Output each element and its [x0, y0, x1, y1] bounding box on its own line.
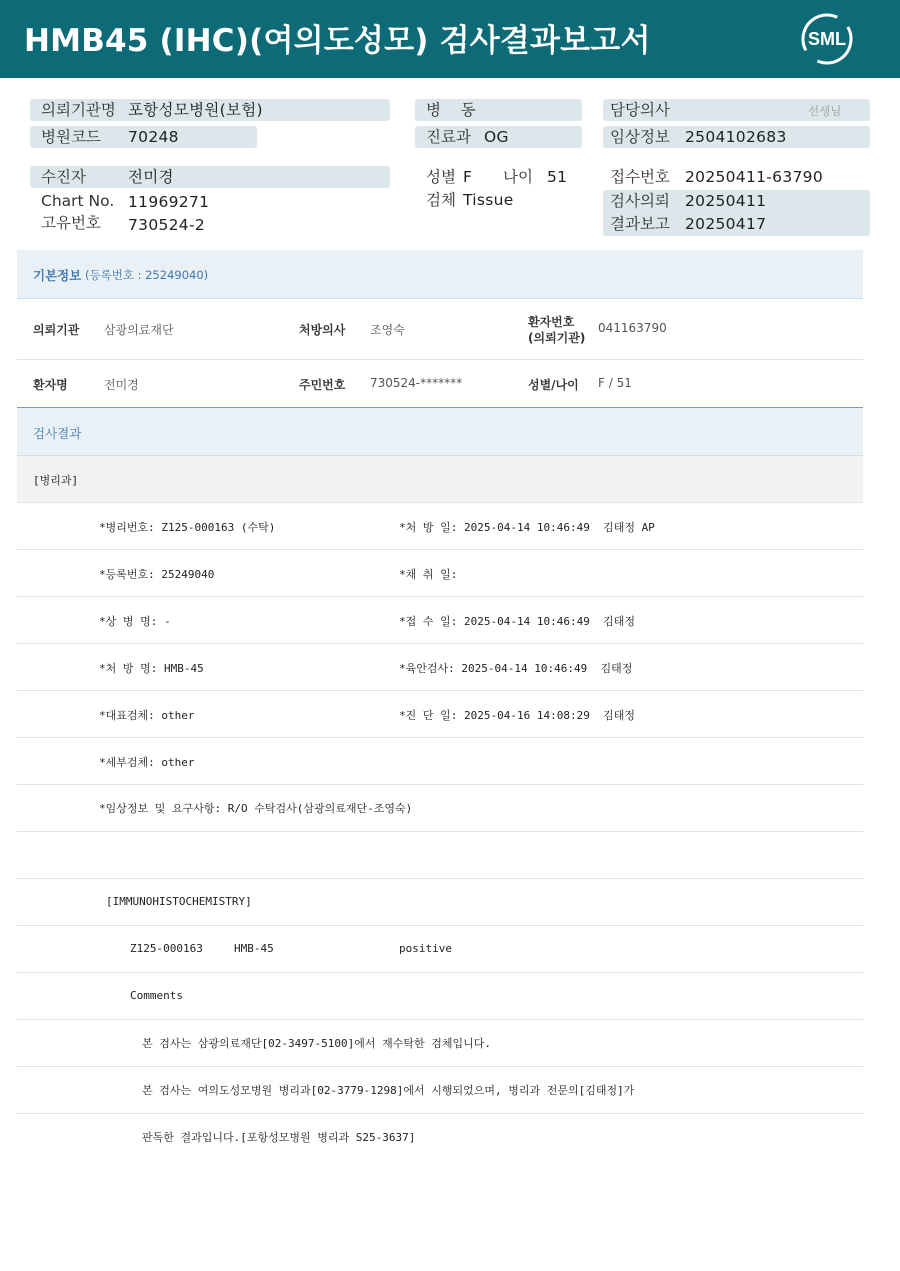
diagnosis-date: *진 단 일: 2025-04-16 14:08:29 김태정: [399, 709, 635, 722]
presc-doc-value: 조영숙: [370, 323, 405, 337]
comments-row: [17, 973, 863, 1020]
institution-label: 의뢰기관명: [41, 101, 116, 119]
patient-no-value: 041163790: [598, 321, 667, 335]
chart-no-value: 11969271: [128, 193, 210, 211]
dept-label: [병리과]: [33, 474, 79, 487]
ihc-case: Z125-000163: [130, 942, 203, 955]
results-title: 검사결과: [33, 426, 82, 441]
presc-doc-label: 처방의사: [299, 323, 346, 337]
recipient-value: 전미경: [128, 168, 174, 186]
emr-report: [17, 250, 863, 1161]
result-line-2: [17, 550, 863, 597]
ihc-header-row: [17, 879, 863, 926]
department-value: OG: [484, 128, 509, 146]
results-band: [17, 408, 863, 456]
req-inst-label: 의뢰기관: [33, 323, 80, 337]
doctor-label: 담당의사: [610, 101, 670, 119]
unique-no-value: 730524-2: [128, 216, 206, 234]
basic-row-1: [17, 299, 863, 360]
result-line-5: [17, 691, 863, 738]
comment-row-1: [17, 1020, 863, 1067]
report-value: 20250417: [685, 215, 767, 233]
ihc-result: positive: [399, 942, 452, 955]
basic-row-2: [17, 360, 863, 408]
receipt-no-value: 20250411-63790: [685, 168, 823, 186]
comments-label: Comments: [130, 989, 183, 1002]
report-label: 결과보고: [610, 215, 670, 233]
sex-age-value: F / 51: [598, 376, 632, 390]
ihc-result-row: [17, 926, 863, 973]
basic-reg-no: (등록번호 : 25249040): [85, 268, 209, 282]
clinical-request: *임상정보 및 요구사항: R/O 수탁검사(삼광의료재단-조영숙): [99, 802, 413, 815]
basic-info-band: [17, 250, 863, 299]
comment-3: 판독한 결과입니다.[포항성모병원 병리과 S25-3637]: [142, 1131, 416, 1144]
patient-no-label-1: 환자번호: [528, 315, 575, 329]
sex-value: F: [463, 168, 473, 186]
collection-date: *채 취 일:: [399, 568, 458, 581]
age-label: 나이: [503, 168, 533, 186]
ssn-label: 주민번호: [299, 378, 346, 392]
sex-age-label: 성별/나이: [528, 378, 579, 392]
dept-row: [17, 456, 863, 503]
comment-1: 본 검사는 삼광의료재단[02-3497-5100]에서 재수탁한 검체입니다.: [142, 1037, 491, 1050]
svg-text:SML: SML: [808, 29, 846, 49]
institution-value: 포항성모병원(보험): [128, 101, 263, 119]
ihc-header: [IMMUNOHISTOCHEMISTRY]: [106, 895, 252, 908]
unique-no-label: 고유번호: [41, 214, 101, 232]
department-label: 진료과: [426, 128, 471, 146]
pathology-no: *병리번호: Z125-000163 (수탁): [99, 521, 276, 534]
age-value: 51: [547, 168, 568, 186]
gross-exam-date: *육안검사: 2025-04-14 10:46:49 김태정: [399, 662, 633, 675]
result-line-6: [17, 738, 863, 785]
representative-specimen: *대표검체: other: [99, 709, 195, 722]
comment-row-3: [17, 1114, 863, 1161]
hospital-code-label: 병원코드: [41, 128, 101, 146]
sml-logo: [800, 12, 854, 66]
request-label: 검사의뢰: [610, 192, 670, 210]
detail-specimen: *세부검체: other: [99, 756, 195, 769]
result-line-1: [17, 503, 863, 550]
recipient-label: 수진자: [41, 168, 86, 186]
ihc-marker: HMB-45: [234, 942, 274, 955]
request-value: 20250411: [685, 192, 767, 210]
patient-no-label-2: (의뢰기관): [528, 331, 586, 345]
result-line-3: [17, 597, 863, 644]
sex-label: 성별: [426, 168, 456, 186]
report-header: [0, 0, 900, 78]
req-inst-value: 삼광의료재단: [104, 323, 174, 337]
chart-no-label: Chart No.: [41, 192, 115, 210]
result-line-4: [17, 644, 863, 691]
report-title: HMB45 (IHC)(여의도성모) 검사결과보고서: [24, 23, 651, 59]
prescription-name: *처 방 명: HMB-45: [99, 662, 204, 675]
patient-name-label: 환자명: [33, 378, 68, 392]
comment-row-2: [17, 1067, 863, 1114]
ward-label: 병 동: [426, 101, 476, 119]
clinical-request-row: [17, 785, 863, 832]
comment-2: 본 검사는 여의도성모병원 병리과[02-3779-1298]에서 시행되었으며, 병리과 전문의[김태정]가: [142, 1084, 635, 1097]
prescription-date: *처 방 일: 2025-04-14 10:46:49 김태정 AP: [399, 521, 655, 534]
doctor-suffix: 선생님: [808, 104, 842, 118]
clinical-info-value: 2504102683: [685, 128, 787, 146]
clinical-info-label: 임상정보: [610, 128, 670, 146]
hospital-code-value: 70248: [128, 128, 179, 146]
ssn-value: 730524-*******: [370, 376, 463, 390]
basic-info-title: 기본정보: [33, 268, 82, 283]
diagnosis-name: *상 병 명: -: [99, 615, 171, 628]
specimen-label: 검체: [426, 191, 456, 209]
receipt-date: *접 수 일: 2025-04-14 10:46:49 김태정: [399, 615, 635, 628]
specimen-value: Tissue: [463, 191, 514, 209]
blank-row: [17, 832, 863, 879]
registration-no: *등록번호: 25249040: [99, 568, 215, 581]
receipt-no-label: 접수번호: [610, 168, 670, 186]
patient-name-value: 전미경: [104, 378, 139, 392]
